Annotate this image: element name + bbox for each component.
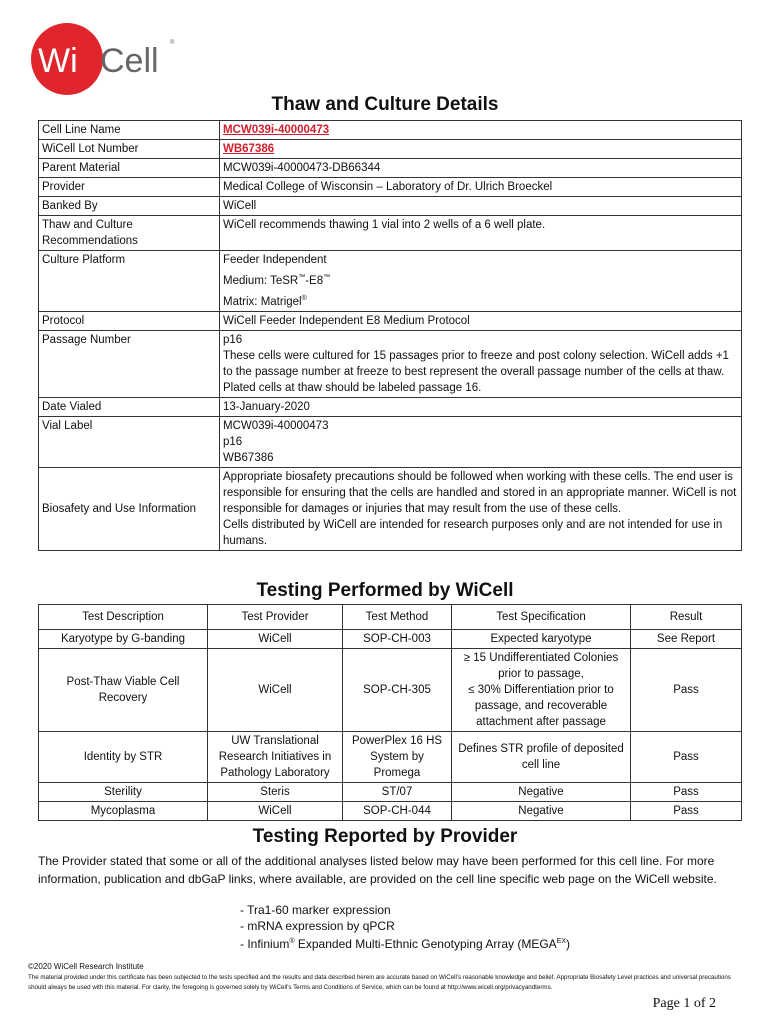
test-result: Pass: [631, 732, 742, 783]
logo-text-wi: Wi: [38, 42, 78, 80]
testing-header: [39, 605, 742, 630]
passage-number: p16: [223, 333, 243, 346]
biosafety-text: Appropriate biosafety precautions should be followed when working with these cells. The end user is responsible for ensuring that the cells are handled and stored in an appropriate manner. WiCell is not responsible for damages or injuries that may result from the use of these cells.: [223, 470, 737, 515]
test-provider: UW Translational Research Initiatives in Pathology Laboratory: [208, 732, 343, 783]
header-result: Result: [631, 605, 742, 630]
biosafety-text: Cells distributed by WiCell are intended for research purposes only and are not intended for use in humans.: [223, 518, 723, 547]
header-spec: Test Specification: [452, 605, 631, 630]
test-description: Karyotype by G-banding: [39, 630, 208, 649]
thaw-recommendation: WiCell recommends thawing 1 vial into 2 wells of a 6 well plate.: [220, 216, 742, 251]
test-spec-line: ≤ 30% Differentiation prior to passage, and recoverable attachment after passage: [468, 684, 614, 728]
test-description: Identity by STR: [39, 732, 208, 783]
banked-by: WiCell: [220, 197, 742, 216]
vial-label-line: p16: [223, 435, 243, 448]
label: Passage Number: [39, 330, 220, 397]
row-cell-line-name: [39, 121, 742, 140]
label: Parent Material: [39, 159, 220, 178]
header-provider: Test Provider: [208, 605, 343, 630]
label: Culture Platform: [39, 251, 220, 312]
label: Provider: [39, 178, 220, 197]
reported-title: Testing Reported by Provider: [252, 826, 518, 847]
medium: Medium: TeSR™-E8™: [223, 274, 331, 287]
test-provider: WiCell: [208, 802, 343, 821]
vial-label-line: MCW039i-40000473: [223, 419, 329, 432]
culture-platform: Feeder Independent: [223, 254, 327, 266]
test-description: Sterility: [39, 783, 208, 802]
test-provider: WiCell: [208, 649, 343, 732]
vial-label-line: WB67386: [223, 451, 274, 464]
header-description: Test Description: [39, 605, 208, 630]
logo-text-cell: Cell: [100, 42, 159, 80]
row-biosafety: [39, 467, 742, 550]
footer-copyright: ©2020 WiCell Research Institute: [28, 962, 144, 971]
list-item: - mRNA expression by qPCR: [240, 918, 570, 934]
label: WiCell Lot Number: [39, 140, 220, 159]
label: Thaw and Culture Recommendations: [39, 216, 220, 251]
test-result: Pass: [631, 802, 742, 821]
test-method: SOP-CH-044: [343, 802, 452, 821]
row-provider: [39, 178, 742, 197]
page-number: Page 1 of 2: [652, 996, 716, 1011]
passage-note: These cells were cultured for 15 passages prior to freeze and post colony selection. WiCell adds +1 to the passage number at freeze to best represent the overall passage number of the cells at thaw. Plated cells at thaw should be labeled passage 16.: [223, 349, 729, 394]
row-vial-label: [39, 416, 742, 467]
matrix: Matrix: Matrigel®: [223, 294, 307, 308]
label: Protocol: [39, 311, 220, 330]
test-description: Post-Thaw Viable Cell Recovery: [39, 649, 208, 732]
table-row: [39, 732, 742, 783]
row-thaw: [39, 216, 742, 251]
testing-table: [38, 604, 742, 821]
list-item: - Tra1-60 marker expression: [240, 902, 570, 918]
lot-number: WB67386: [223, 143, 275, 155]
details-table: [38, 120, 742, 551]
test-description: Mycoplasma: [39, 802, 208, 821]
label: Biosafety and Use Information: [39, 467, 220, 550]
test-spec: [452, 649, 631, 732]
test-spec: Defines STR profile of deposited cell line: [452, 732, 631, 783]
row-banked-by: [39, 197, 742, 216]
wicell-logo: [30, 22, 180, 97]
footer-legal: The material provided under this certificate has been subjected to the tests specified and the results and data described herein are accurate based on WiCell's reasonable knowledge and belief. Appropriate Biosafety Level practices and universal precautions should always be used with this material. For clarity, the foregoing is governed solely by WiCell's Terms and Conditions of Service, which can be found at http://www.wicell.org/privacyandterms.: [28, 974, 731, 991]
reported-text: The Provider stated that some or all of the additional analyses listed below may have been performed for this cell line. For more information, publication and dbGaP links, where available, are provided on the cell line specific web page on the WiCell website.: [38, 854, 717, 886]
page-title: Thaw and Culture Details: [271, 94, 499, 115]
testing-title: Testing Performed by WiCell: [256, 580, 514, 601]
test-spec-line: ≥ 15 Undifferentiated Colonies prior to passage,: [463, 652, 619, 680]
test-spec: Expected karyotype: [452, 630, 631, 649]
test-provider: WiCell: [208, 630, 343, 649]
row-parent-material: [39, 159, 742, 178]
table-row: [39, 802, 742, 821]
table-row: [39, 630, 742, 649]
row-lot-number: [39, 140, 742, 159]
test-result: Pass: [631, 649, 742, 732]
label: Date Vialed: [39, 397, 220, 416]
test-method: SOP-CH-003: [343, 630, 452, 649]
row-date-vialed: [39, 397, 742, 416]
cell-line-name: MCW039i-40000473: [223, 124, 330, 136]
table-row: [39, 783, 742, 802]
logo-tm: ®: [170, 40, 175, 46]
table-row: [39, 649, 742, 732]
analyses-list: [240, 902, 570, 952]
test-provider: Steris: [208, 783, 343, 802]
test-result: See Report: [631, 630, 742, 649]
protocol: WiCell Feeder Independent E8 Medium Protocol: [220, 311, 742, 330]
row-passage: [39, 330, 742, 397]
label: Banked By: [39, 197, 220, 216]
test-method: SOP-CH-305: [343, 649, 452, 732]
test-spec: Negative: [452, 802, 631, 821]
label: Vial Label: [39, 416, 220, 467]
list-item: - Infinium® Expanded Multi-Ethnic Genotyping Array $(MEGA^{EX})$: [240, 934, 570, 952]
test-result: Pass: [631, 783, 742, 802]
header-method: Test Method: [343, 605, 452, 630]
test-method: ST/07: [343, 783, 452, 802]
test-spec: Negative: [452, 783, 631, 802]
parent-material: MCW039i-40000473-DB66344: [220, 159, 742, 178]
row-culture-platform: [39, 251, 742, 312]
row-protocol: [39, 311, 742, 330]
test-method: PowerPlex 16 HS System by Promega: [343, 732, 452, 783]
label: Cell Line Name: [39, 121, 220, 140]
date-vialed: 13-January-2020: [220, 397, 742, 416]
provider: Medical College of Wisconsin – Laboratory of Dr. Ulrich Broeckel: [220, 178, 742, 197]
